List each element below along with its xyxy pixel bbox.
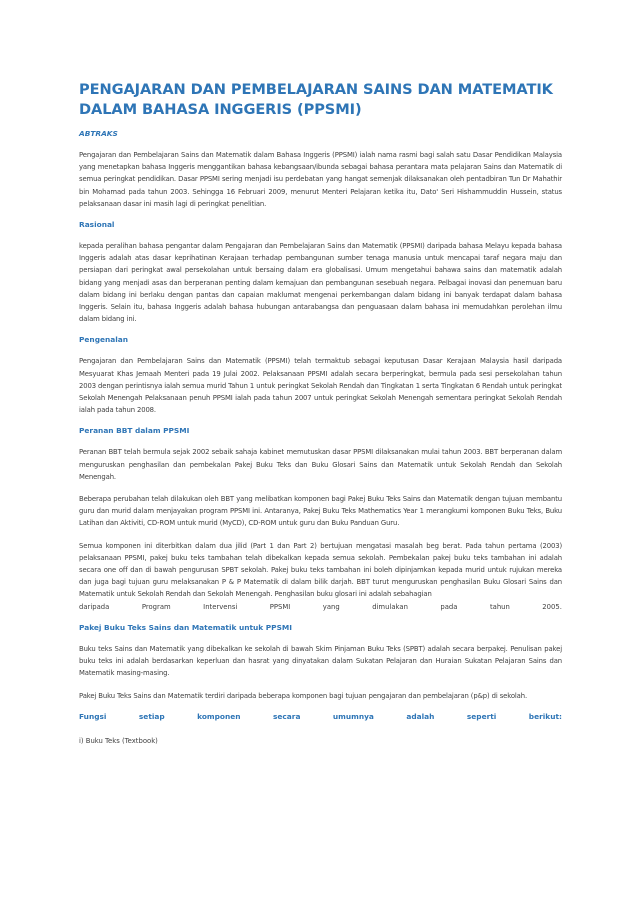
document-title: PENGAJARAN DAN PEMBELAJARAN SAINS DAN MATEMATIK DALAM BAHASA INGGERIS (PPSMI) (79, 81, 553, 118)
last-line-word: PPSMI (269, 602, 291, 611)
pengenalan-heading: Pengenalan (79, 335, 129, 345)
last-line-word: yang (322, 602, 340, 611)
fungsi-word: umumnya (332, 711, 374, 721)
abstract-heading: ABTRAKS (79, 129, 118, 138)
last-line-word: 2005. (542, 602, 562, 611)
pakej-paragraph-2: Pakej Buku Teks Sains dan Matematik terdiri daripada beberapa komponen bagi tujuan pengajaran dan pembelajaran (p&p) di sekolah. (79, 691, 528, 700)
peranan-paragraph-1: Peranan BBT telah bermula sejak 2002 sebaik sahaja kabinet memutuskan dasar PPSMI dilaksanakan mulai tahun 2003. BBT berperanan dalam menguruskan penghasilan dan pembekalan Pakej Buku Teks dan Buku Glosari Sains dan Matematik untuk Sekolah Rendah dan Sekolah Menengah. (79, 448, 562, 481)
pakej-heading: Pakej Buku Teks Sains dan Matematik untuk PPSMI (79, 622, 293, 632)
document-page (79, 80, 562, 746)
last-line-word: tahun (489, 602, 510, 611)
pengenalan-paragraph: Pengajaran dan Pembelajaran Sains dan Matematik (PPSMI) telah termaktub sebagai keputusan Dasar Kerajaan Malaysia hasil daripada Mesyuarat Khas Jemaah Menteri pada 19 Julai 2002. Pelaksanaan PPSMI adalah secara berperingkat, bermula pada sesi persekolahan tahun 2003 dengan perintisnya ialah semua murid Tahun 1 untuk peringkat Sekolah Rendah dan Tingkatan 1 serta Tingkatan 6 Rendah untuk peringkat Sekolah Menengah Pelaksanaan penuh PPSMI ialah pada tahun 2007 untuk peringkat Sekolah Menengah sementara peringkat Sekolah Rendah ialah pada tahun 2008. (79, 357, 562, 415)
fungsi-word: seperti (466, 711, 497, 721)
peranan-paragraph-2: Beberapa perubahan telah dilakukan oleh BBT yang melibatkan komponen bagi Pakej Buku Teks Sains dan Matematik dengan tujuan membantu guru dan murid dalam menjayakan program PPSMI ini. Antaranya, Pakej Buku Teks Mathematics Year 1 merangkumi komponen Buku Teks, Buku Latihan dan Aktiviti, CD-ROM untuk murid (MyCD), CD-ROM untuk guru dan Buku Panduan Guru. (79, 495, 562, 528)
list-item-textbook: i) Buku Teks (Textbook) (79, 736, 158, 745)
pakej-paragraph-1: Buku teks Sains dan Matematik yang dibekalkan ke sekolah di bawah Skim Pinjaman Buku Teks (SPBT) adalah secara berpakej. Penulisan pakej buku teks ini adalah berdasarkan keperluan dan hasrat yang dinyatakan dalam Sukatan Pelajaran dan Huraian Sukatan Pelajaran Sains dan Matematik masing-masing. (79, 644, 562, 678)
fungsi-word: komponen (197, 711, 241, 721)
peranan-paragraph-3: Semua komponen ini diterbitkan dalam dua jilid (Part 1 dan Part 2) bertujuan mengatasi masalah beg berat. Pada tahun pertama (2003) pelaksanaan PPSMI, pakej buku teks tambahan telah dibekalkan kepada semua sekolah. Pembekalan pakej buku teks tambahan ini adalah secara one off dan di bawah pengurusan SPBT sekolah. Pakej buku teks tambahan ini boleh dipinjamkan kepada murid untuk rujukan mereka dan juga bagi tujuan guru melaksanakan P & P Matematik di dalam bilik darjah. BBT turut menguruskan penghasilan Buku Glosari Sains dan Matematik untuk Sekolah Rendah dan Sekolah Menengah. Penghasilan buku glosari ini adalah sebahagian (79, 541, 562, 599)
fungsi-word: setiap (138, 711, 165, 721)
last-line-word: pada (440, 602, 458, 611)
peranan-paragraph-3-last-line (79, 601, 562, 613)
fungsi-word: adalah (406, 711, 435, 721)
fungsi-word: berikut: (528, 711, 562, 721)
peranan-heading: Peranan BBT dalam PPSMI (79, 426, 190, 436)
last-line-word: Intervensi (203, 602, 238, 611)
fungsi-word: secara (273, 711, 301, 721)
last-line-word: daripada (79, 602, 110, 611)
rasional-paragraph: kepada peralihan bahasa pengantar dalam Pengajaran dan Pembelajaran Sains dan Matematik (PPSMI) daripada bahasa Melayu kepada bahasa Inggeris adalah atas dasar keprihatinan Kerajaan terhadap pembangunan sumber tenaga manusia untuk mencapai taraf negara maju dan persiapan dari peringkat awal persekolahan untuk bersaing dalam era globalisasi. Umum mengetahui bahawa sains dan matematik adalah bidang yang menjadi asas dan berperanan penting dalam kemajuan dan pembangunan sesebuah negara. Pelbagai inovasi dan penemuan baru dalam bidang ini berlaku dengan pantas dan capaian maklumat mengenai perkembangan dalam bidang ini banyak terdapat dalam bahasa Inggeris. Selain itu, bahasa Inggeris adalah bahasa hubungan antarabangsa dan penguasaan dalam bahasa ini memudahkan perolehan ilmu dalam bidang ini. (79, 242, 562, 324)
fungsi-word: Fungsi (79, 711, 107, 721)
rasional-heading: Rasional (79, 220, 115, 230)
last-line-word: Program (141, 602, 171, 611)
last-line-word: dimulakan (372, 602, 408, 611)
fungsi-line (79, 712, 562, 722)
abstract-paragraph: Pengajaran dan Pembelajaran Sains dan Matematik dalam Bahasa Inggeris (PPSMI) ialah nama rasmi bagi salah satu Dasar Pendidikan Malaysia yang menetapkan bahasa Inggeris menggantikan bahasa kebangsaan/ibunda sebagai bahasa perantara mata pelajaran Sains dan Matematik di semua peringkat pendidikan. Dasar PPSMI sering menjadi isu perdebatan yang hangat semenjak dilaksanakan oleh pentadbiran Tun Dr Mahathir bin Mohamad pada tahun 2003. Sehingga 16 Februari 2009, menurut Menteri Pelajaran ketika itu, Dato' Seri Hishammuddin Hussein, status pelaksanaan dasar ini masih lagi di peringkat penelitian. (79, 151, 562, 208)
